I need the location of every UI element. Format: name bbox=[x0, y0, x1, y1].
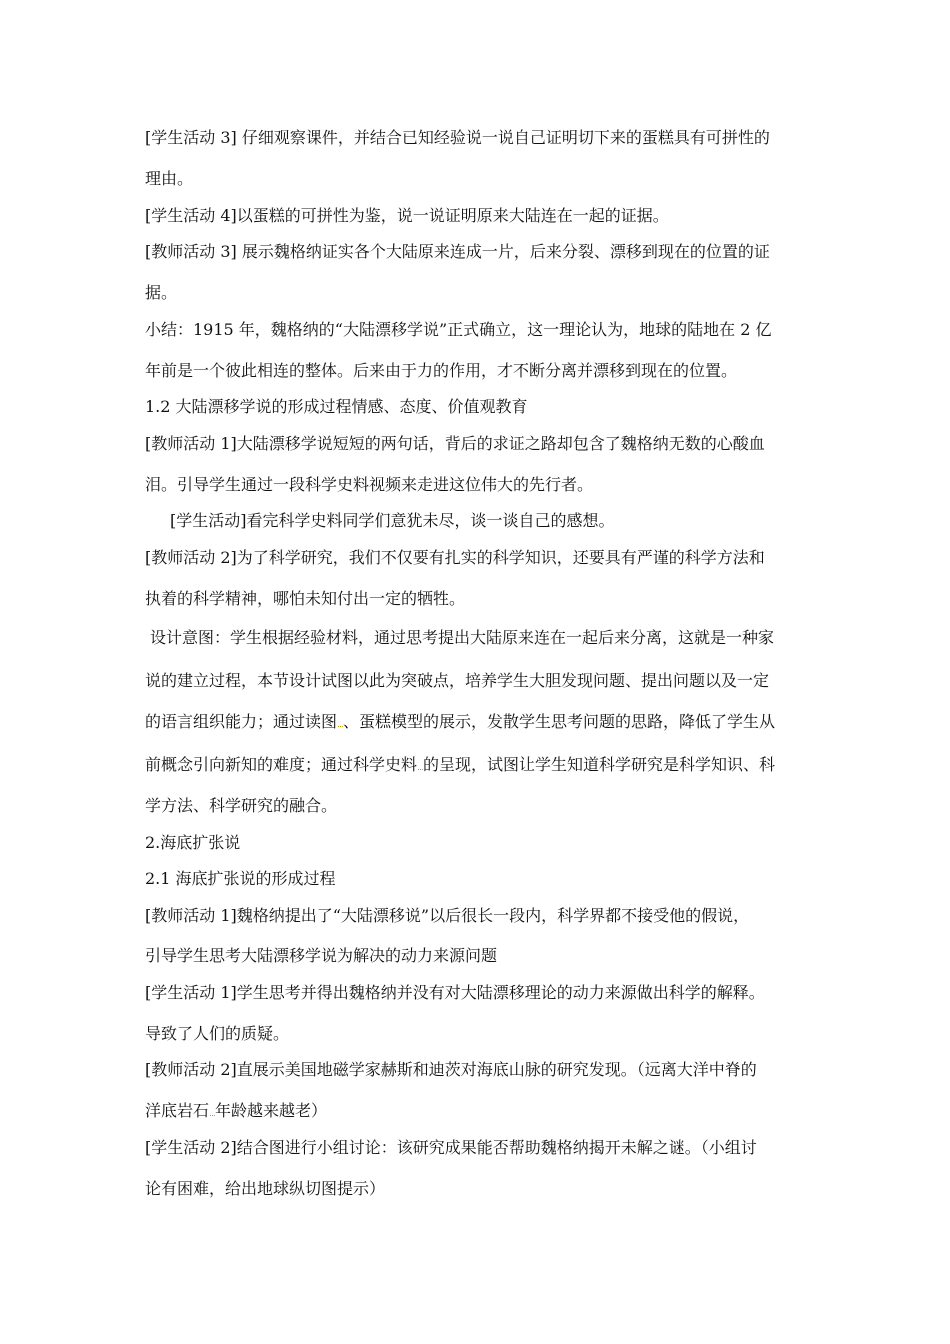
text: 1.2 大陆漂移学说的形成过程情感、态度、价值观教育 bbox=[145, 397, 528, 416]
paragraph-line bbox=[145, 474, 825, 496]
text: 导致了人们的质疑。 bbox=[145, 1024, 290, 1043]
text: [教师活动 2]为了科学研究，我们不仅要有扎实的科学知识，还要具有严谨的科学方法和 bbox=[145, 548, 765, 567]
text: 、蛋糕模型的展示，发散学生思考问题的思路，降低了学生从 bbox=[343, 712, 776, 731]
section-heading bbox=[145, 832, 825, 854]
text: 年前是一个彼此相连的整体。后来由于力的作用，才不断分离并漂移到现在的位置。 bbox=[145, 361, 738, 380]
paragraph-line bbox=[145, 588, 825, 610]
text: 小结：1915 年，魏格纳的“大陆漂移学说”正式确立，这一理论认为，地球的陆地在 2 亿 bbox=[145, 320, 772, 339]
paragraph-line bbox=[145, 711, 825, 733]
text: 2.1 海底扩张说的形成过程 bbox=[145, 869, 336, 888]
paragraph-line bbox=[145, 168, 825, 190]
section-heading bbox=[145, 396, 825, 418]
text: [教师活动 1]大陆漂移学说短短的两句话，背后的求证之路却包含了魏格纳无数的心酸血 bbox=[145, 434, 765, 453]
paragraph-line bbox=[145, 1059, 825, 1081]
text: 执着的科学精神，哪怕未知付出一定的牺牲。 bbox=[145, 589, 466, 608]
paragraph-line bbox=[150, 627, 830, 649]
text: [学生活动]看完科学史料同学们意犹未尽，谈一谈自己的感想。 bbox=[170, 511, 615, 530]
paragraph-line bbox=[145, 1100, 825, 1122]
paragraph-line bbox=[145, 282, 825, 304]
text: [学生活动 4]以蛋糕的可拼性为鉴，说一说证明原来大陆连在一起的证据。 bbox=[145, 206, 669, 225]
paragraph-line bbox=[145, 1178, 825, 1200]
text: 泪。引导学生通过一段科学史料视频来走进这位伟大的先行者。 bbox=[145, 475, 594, 494]
paragraph-line bbox=[145, 795, 825, 817]
section-heading bbox=[145, 868, 825, 890]
text: 2.海底扩张说 bbox=[145, 833, 241, 852]
text: 论有困难，给出地球纵切图提示） bbox=[145, 1179, 386, 1198]
text: 据。 bbox=[145, 283, 178, 302]
paragraph-line bbox=[145, 1137, 825, 1159]
paragraph-line bbox=[145, 1023, 825, 1045]
paragraph-line bbox=[145, 982, 825, 1004]
paragraph-line bbox=[145, 754, 825, 776]
paragraph-line bbox=[145, 905, 825, 927]
paragraph-line bbox=[145, 205, 825, 227]
text: 理由。 bbox=[145, 169, 194, 188]
paragraph-line bbox=[170, 510, 850, 532]
text: [学生活动 1]学生思考并得出魏格纳并没有对大陆漂移理论的动力来源做出科学的解释。 bbox=[145, 983, 765, 1002]
text: [学生活动 3] 仔细观察课件，并结合已知经验说一说自己证明切下来的蛋糕具有可拼性的 bbox=[145, 128, 770, 147]
text: 引导学生思考大陆漂移学说为解决的动力来源问题 bbox=[145, 946, 498, 965]
text: 前概念引向新知的难度；通过科学史料 bbox=[145, 755, 418, 774]
text: 说的建立过程，本节设计试图以此为突破点，培养学生大胆发现问题、提出问题以及一定 bbox=[145, 671, 770, 690]
paragraph-line bbox=[145, 670, 825, 692]
text: [教师活动 1]魏格纳提出了“大陆漂移说”以后很长一段内，科学界都不接受他的假说， bbox=[145, 906, 750, 925]
text: [学生活动 2]结合图进行小组讨论：该研究成果能否帮助魏格纳揭开未解之谜。（小组讨 bbox=[145, 1138, 757, 1157]
paragraph-line bbox=[145, 127, 825, 149]
paragraph-line bbox=[145, 433, 825, 455]
text: 设计意图：学生根据经验材料，通过思考提出大陆原来连在一起后来分离，这就是一种家 bbox=[150, 628, 775, 647]
text: [教师活动 2]直展示美国地磁学家赫斯和迪茨对海底山脉的研究发现。（远离大洋中脊的 bbox=[145, 1060, 757, 1079]
paragraph-line bbox=[145, 319, 825, 341]
text: 洋底岩石 bbox=[145, 1101, 210, 1120]
text: 年龄越来越老） bbox=[215, 1101, 328, 1120]
paragraph-line bbox=[145, 945, 825, 967]
paragraph-line bbox=[145, 360, 825, 382]
text: 学方法、科学研究的融合。 bbox=[145, 796, 338, 815]
paragraph-line bbox=[145, 241, 825, 263]
text: [教师活动 3] 展示魏格纳证实各个大陆原来连成一片，后来分裂、漂移到现在的位置的证 bbox=[145, 242, 770, 261]
text: 的语言组织能力；通过读图 bbox=[145, 712, 338, 731]
text: 的呈现，试图让学生知道科学研究是科学知识、科 bbox=[423, 755, 776, 774]
paragraph-line bbox=[145, 547, 825, 569]
